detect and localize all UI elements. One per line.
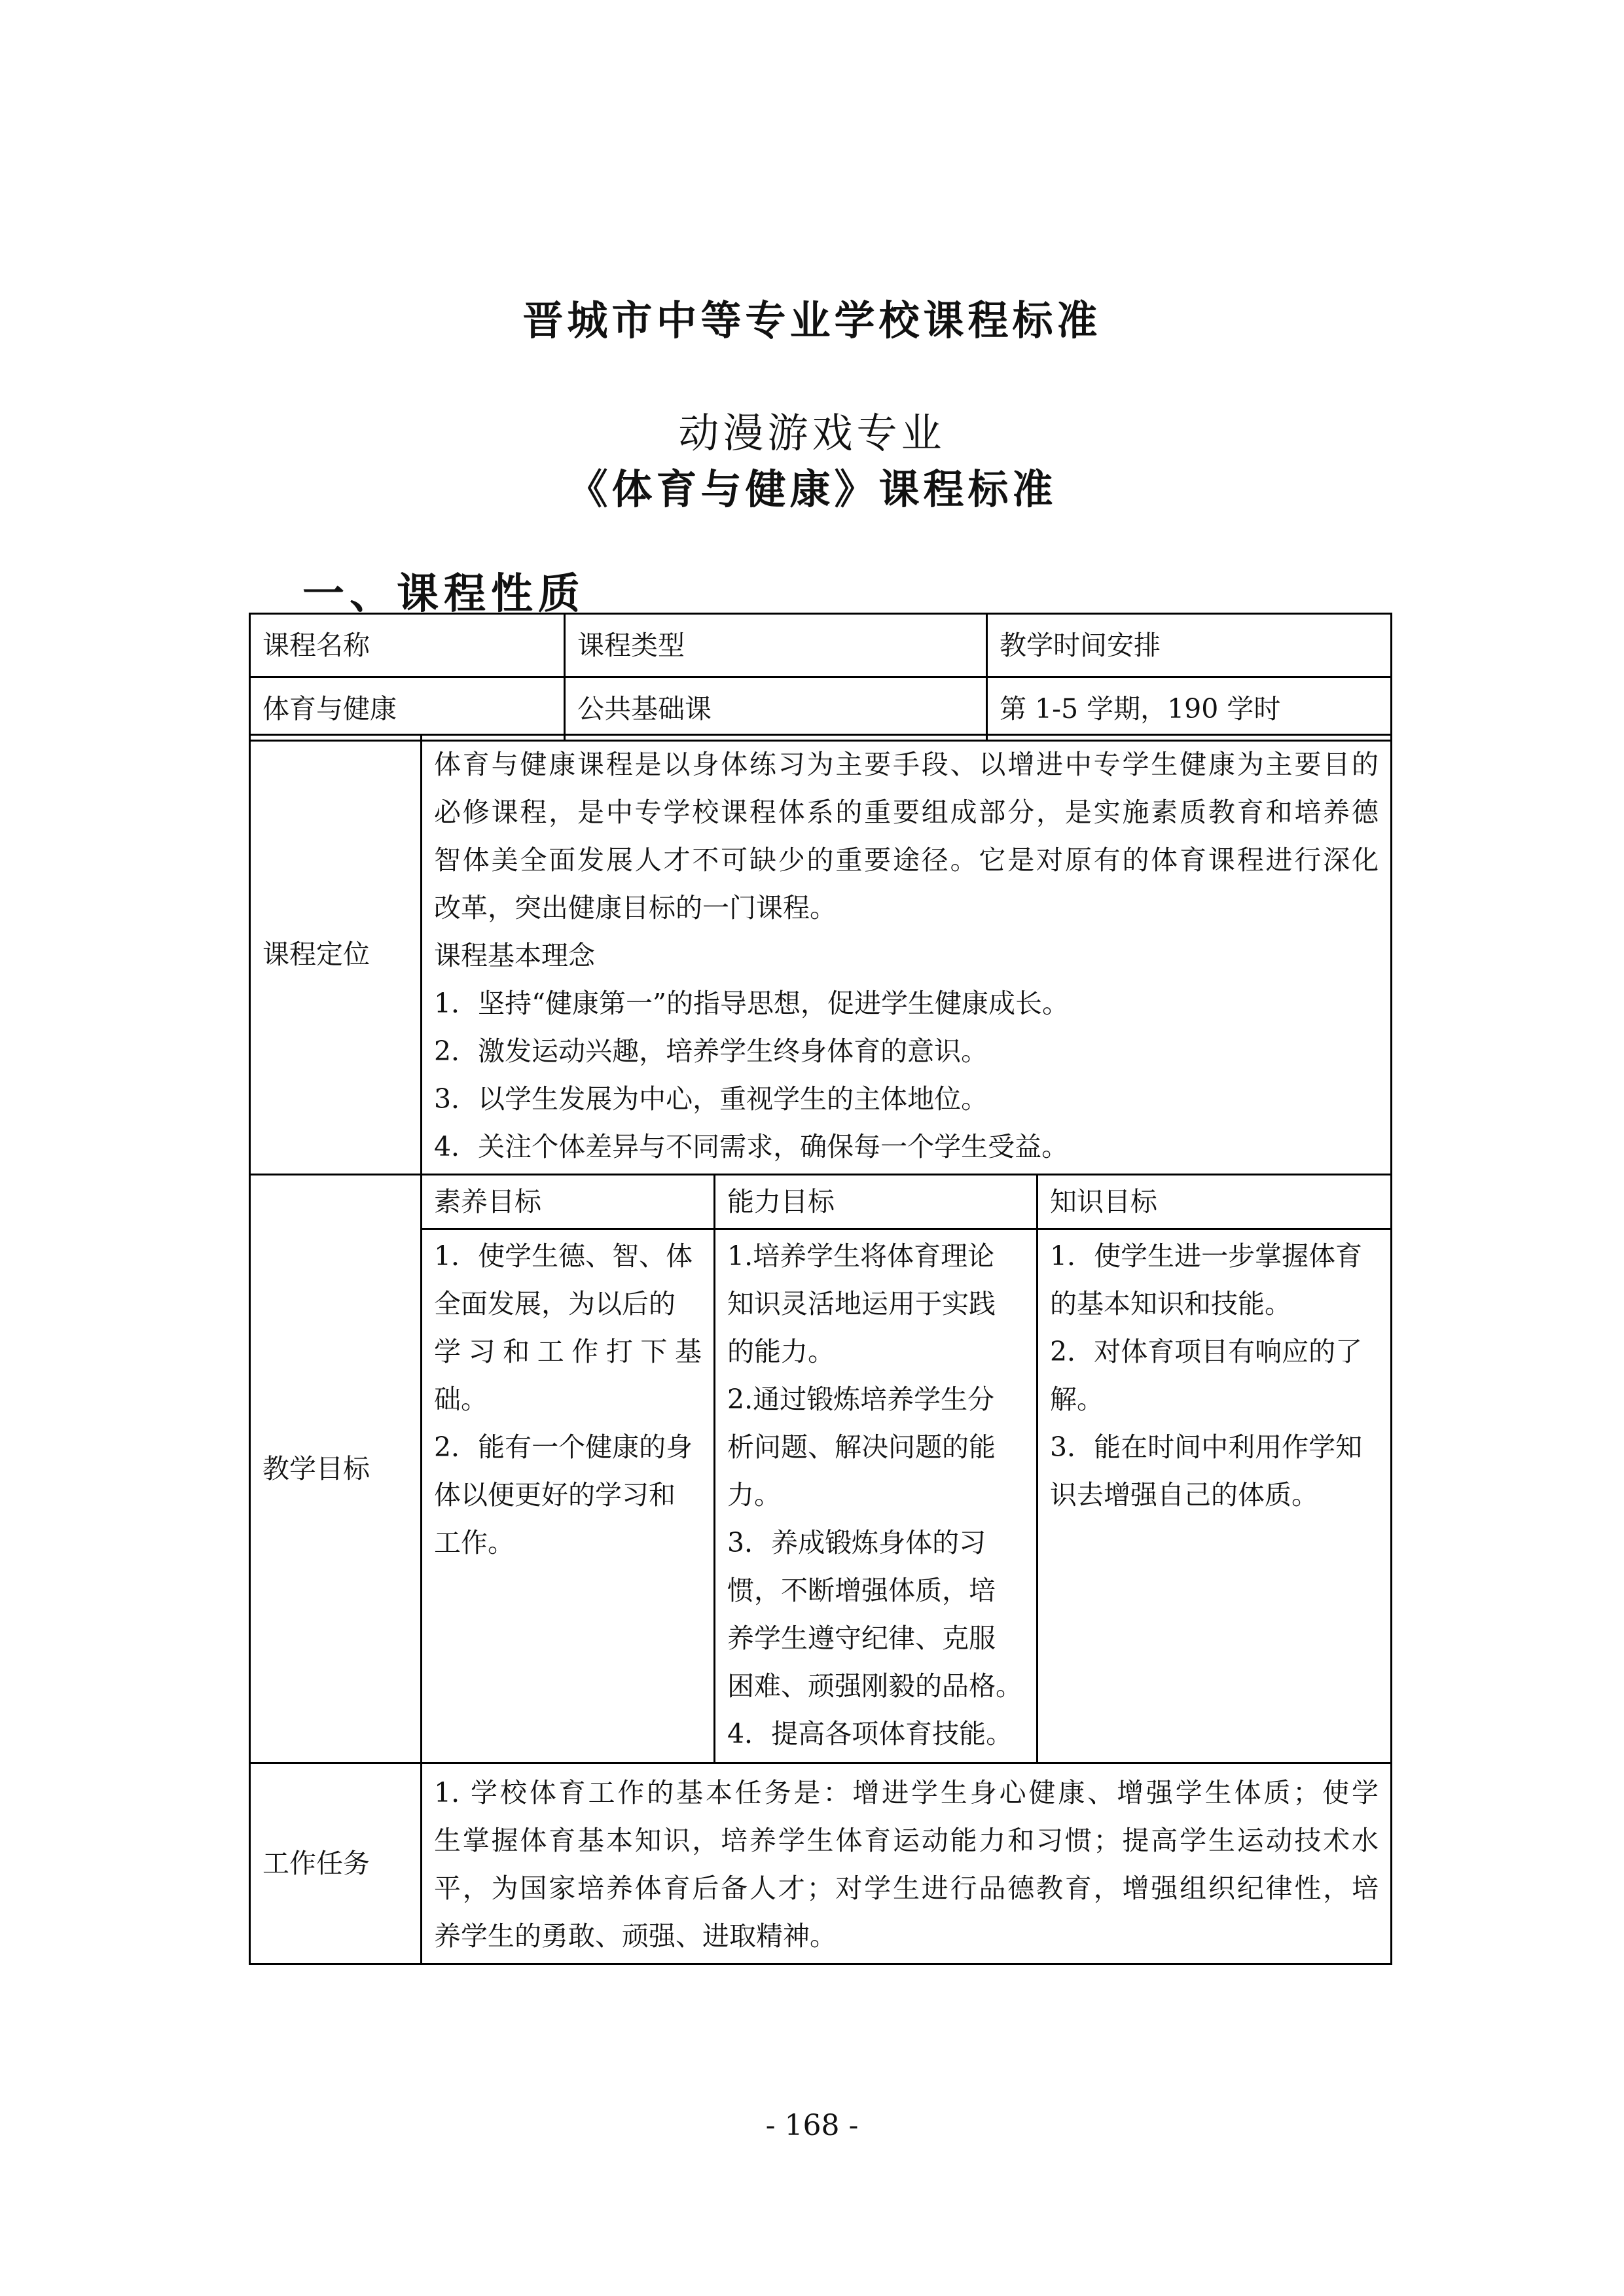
intro-line: 改革，突出健康目标的一门课程。 [434, 892, 837, 924]
header-course-type: 课程类型 [565, 614, 987, 677]
knowledge-objectives [1038, 1229, 1392, 1763]
objective-line: 识去增强自己的体质。 [1050, 1479, 1318, 1511]
course-info-table [249, 613, 1392, 742]
tasks-row [250, 1763, 1392, 1964]
objective-line: 1．使学生德、智、体 [434, 1240, 693, 1272]
objective-line: 析问题、解决问题的能 [727, 1431, 996, 1463]
objectives-label: 教学目标 [250, 1175, 422, 1763]
literacy-objectives [422, 1229, 715, 1763]
task-line: 养学生的勇敢、顽强、进取精神。 [434, 1920, 837, 1952]
concept-item: 3．以学生发展为中心，重视学生的主体地位。 [434, 1083, 988, 1115]
objective-line: 2.通过锻炼培养学生分 [727, 1384, 995, 1415]
objective-line: 3．养成锻炼身体的习 [727, 1527, 986, 1558]
ability-objectives [715, 1229, 1038, 1763]
section-heading: 一、课程性质 [302, 569, 585, 619]
objective-line: 学习和工作打下基 [434, 1336, 702, 1367]
objective-line: 1．使学生进一步掌握体育 [1050, 1240, 1363, 1272]
header-schedule: 教学时间安排 [987, 614, 1392, 677]
value-course-name: 体育与健康 [250, 677, 565, 741]
task-line: 1. 学校体育工作的基本任务是：增进学生身心健康、增强学生体质；使学 [434, 1777, 1379, 1808]
objective-line: 础。 [434, 1384, 488, 1415]
objective-line: 困难、顽强刚毅的品格。 [727, 1670, 1022, 1702]
positioning-label: 课程定位 [250, 735, 422, 1175]
objective-line: 2．对体育项目有响应的了 [1050, 1336, 1363, 1367]
concept-item: 1．坚持“健康第一”的指导思想，促进学生健康成长。 [434, 988, 1070, 1019]
concept-item: 2．激发运动兴趣，培养学生终身体育的意识。 [434, 1035, 988, 1067]
major-subtitle: 动漫游戏专业 [678, 409, 946, 457]
objectives-header-row [250, 1175, 1392, 1229]
tasks-label: 工作任务 [250, 1763, 422, 1964]
table-row [250, 677, 1392, 741]
objective-line: 惯，不断增强体质，培 [727, 1575, 996, 1606]
positioning-content [422, 735, 1392, 1175]
value-schedule: 第 1-5 学期，190 学时 [987, 677, 1392, 741]
objective-line: 力。 [727, 1479, 781, 1511]
objective-line: 养学生遵守纪律、克服 [727, 1623, 996, 1654]
column-knowledge: 知识目标 [1038, 1175, 1392, 1229]
objective-line: 2．能有一个健康的身 [434, 1431, 693, 1463]
column-literacy: 素养目标 [422, 1175, 715, 1229]
course-title: 《体育与健康》课程标准 [567, 465, 1057, 513]
page-number: - 168 - [765, 2109, 859, 2142]
value-course-type: 公共基础课 [565, 677, 987, 741]
intro-line: 必修课程，是中专学校课程体系的重要组成部分，是实施素质教育和培养德 [434, 797, 1379, 828]
intro-line: 智体美全面发展人才不可缺少的重要途径。它是对原有的体育课程进行深化 [434, 844, 1379, 876]
objective-line: 解。 [1050, 1384, 1104, 1415]
objective-line: 知识灵活地运用于实践 [727, 1288, 996, 1319]
concept-item: 4．关注个体差异与不同需求，确保每一个学生受益。 [434, 1131, 1069, 1162]
objective-line: 3．能在时间中利用作学知 [1050, 1431, 1363, 1463]
objective-line: 全面发展，为以后的 [434, 1288, 676, 1319]
concept-heading: 课程基本理念 [434, 940, 595, 971]
objective-line: 的基本知识和技能。 [1050, 1288, 1291, 1319]
header-course-name: 课程名称 [250, 614, 565, 677]
objectives-content-row [250, 1229, 1392, 1763]
document-title: 晋城市中等专业学校课程标准 [522, 296, 1102, 344]
objective-line: 1.培养学生将体育理论 [727, 1240, 995, 1272]
tasks-content [422, 1763, 1392, 1964]
positioning-row [250, 735, 1392, 1175]
task-line: 生掌握体育基本知识，培养学生体育运动能力和习惯；提高学生运动技术水 [434, 1825, 1379, 1856]
objective-line: 4．提高各项体育技能。 [727, 1718, 1013, 1749]
objective-line: 的能力。 [727, 1336, 835, 1367]
objective-line: 体以便更好的学习和 [434, 1479, 676, 1511]
task-line: 平，为国家培养体育后备人才；对学生进行品德教育，增强组织纪律性，培 [434, 1873, 1379, 1904]
objective-line: 工作。 [434, 1527, 514, 1558]
table-row [250, 614, 1392, 677]
column-ability: 能力目标 [715, 1175, 1038, 1229]
course-details-table [249, 734, 1392, 1965]
intro-line: 体育与健康课程是以身体练习为主要手段、以增进中专学生健康为主要目的 [434, 749, 1379, 780]
